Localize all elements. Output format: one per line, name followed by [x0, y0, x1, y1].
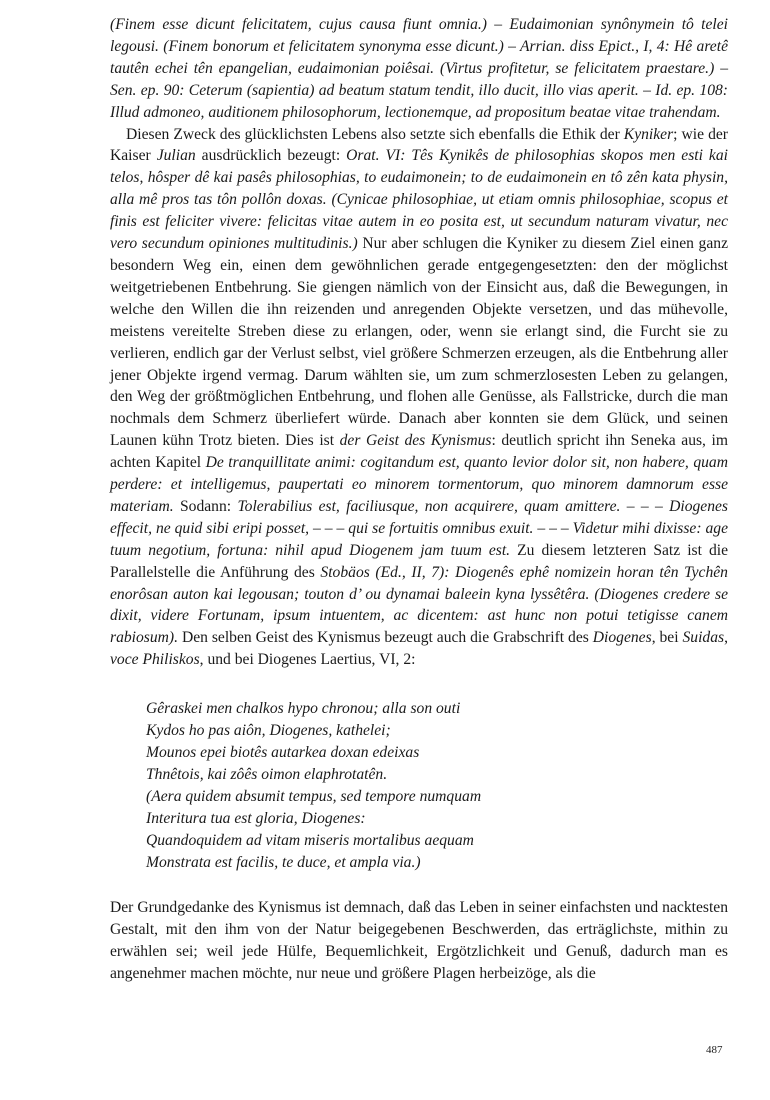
text-run: Diesen Zweck des glücklichsten Lebens also setzte sich ebenfalls die Ethik der	[126, 125, 624, 143]
text-run: Den selben Geist des Kynismus bezeugt auch die Grabschrift des	[178, 629, 593, 647]
text-run: Nur aber schlugen die Kyniker zu diesem Ziel einen ganz besondern Weg ein, einen dem gewöhnlichen gerade entgegengesetzten: den der möglichst weitgetriebenen Entbehrung. Sie giengen nämlich von der Einsicht aus, daß die Bewegungen, in welche den Willen die ihn reizenden und anregenden Objekte versetzen, und das mühevolle, meistens vereitelte Streben diese zu erlangen, oder, wenn sie erlangt sind, die Furcht sie zu verlieren, endlich gar der Verlust selbst, viel größere Schmerzen erzeugen, als die Entbehrung aller jener Objekte irgend vermag. Darum wählten sie, um zum schmerzlosesten Leben zu gelangen, den Weg der größtmöglichen Entbehrung, und flohen alle Genüsse, als Fallstricke, durch die man nochmals dem Schmerz überliefert würde. Danach aber konnten sie dem Glück, und seinen Launen kühn Trotz bieten. Dies ist	[110, 235, 728, 450]
italic-run: voce Philiskos	[110, 651, 200, 669]
text-run: , bei	[651, 629, 683, 647]
italic-run: De tranquillitate animi: cogitandum est, quanto levior dolor sit, non habere, quam perdere: et intelligemus, paupertati eo minorem tormentorum, quo minorem damnorum esse materiam.	[110, 454, 728, 515]
verse-line: Mounos epei biotês autarkea doxan edeixas	[146, 744, 420, 761]
text-run: Der Grundgedanke des Kynismus ist demnach, daß das Leben in seiner einfachsten und nacktesten Gestalt, mit den ihm von der Natur beigegebenen Beschwerden, das erträglichste, mithin zu erwählen sei; weil jede Hülfe, Bequemlichkeit, Ergötzlichkeit und Genuß, dadurch man es angenehmer machen möchte, nur neue und größere Plagen herbeizöge, als die	[110, 899, 728, 983]
italic-run: Diogenes	[592, 629, 652, 647]
continuation-paragraph	[110, 14, 728, 124]
italic-run: Tolerabilius est, faciliusque, non acquirere, quam amittere. – – – Diogenes effecit, ne quid sibi eripi posset, – – – qui se fortuitis omnibus exuit. – – – Videtur mihi dixisse: age tuum negotium, fortuna: nihil apud Diogenem jam tuum est.	[110, 497, 728, 559]
verse-line: Interitura tua est gloria, Diogenes:	[146, 809, 366, 827]
text-run: ausdrücklich bezeugt:	[195, 147, 347, 165]
text-run: , und bei Diogenes Laertius, VI, 2:	[199, 651, 416, 669]
italic-run: Julian	[156, 147, 196, 165]
verse-line: Kydos ho pas aiôn, Diogenes, kathelei;	[146, 722, 391, 740]
italic-run: Kyniker	[623, 125, 674, 143]
page-body	[110, 14, 728, 985]
italic-run: (Finem esse dicunt felicitatem, cujus causa fiunt omnia.) – Eudaimonian synônymein tô telei legousi. (Finem bonorum et felicitatem synonyma esse dicunt.) – Arrian. diss Epict., I, 4: Hê aretê tautên echei tên epangelian, eudaimonian poiêsai. (Virtus profitetur, se felicitatem praestare.) – Sen. ep. 90: Ceterum (sapientia) ad beatum statum tendit, illo ducit, illo vias aperit. – Id. ep. 108: Illud admoneo, auditionem philosophorum, lectionemque, ad propositum beatae vitae trahendam.	[110, 16, 728, 121]
text-run: ; wie der Kaiser	[110, 125, 728, 165]
italic-run: Stobäos (Ed., II, 7): Diogenês ephê nomizein horan tên Tychên enorôsan auton kai legousan; touton d’ ou dynamai baleein kyna lyssêtêra. (Diogenes credere se dixit, videre Fortunam, ipsum intuentem, ac dicentem: ast hunc non potui tetigisse canem rabiosum).	[110, 563, 728, 647]
epitaph-verse	[146, 698, 728, 873]
verse-line: Monstrata est facilis, te duce, et ampla via.)	[146, 853, 421, 871]
page-number: 487	[706, 1044, 723, 1056]
body-paragraph-kyniker	[110, 124, 728, 672]
text-run: Sodann:	[173, 497, 238, 515]
verse-line: Quandoquidem ad vitam miseris mortalibus aequam	[146, 831, 474, 849]
body-paragraph-grundgedanke	[110, 897, 728, 985]
italic-run: der Geist des Kynismus	[339, 432, 492, 450]
verse-line: Gêraskei men chalkos hypo chronou; alla son outi	[146, 700, 461, 718]
verse-line: (Aera quidem absumit tempus, sed tempore numquam	[146, 787, 482, 805]
text-run: ,	[724, 629, 728, 647]
verse-line: Thnêtois, kai zôês oimon elaphrotatên.	[146, 765, 388, 783]
italic-run: Suidas	[682, 629, 725, 647]
text-run: : deutlich spricht ihn Seneka aus, im achten Kapitel	[110, 432, 728, 472]
italic-run: Orat. VI: Tês Kynikês de philosophias skopos men esti kai telos, hôsper dê kai pasês philosophias, to eudaimonein; to de eudaimonein en tô zên kata physin, alla mê pros tas tôn pollôn doxas. (Cynicae philosophiae, ut etiam omnis philosophiae, scopus et finis est feliciter vivere: felicitas vitae autem in eo posita est, ut secundum naturam vivatur, nec vero secundum opiniones multitudinis.)	[110, 147, 728, 253]
text-run: Zu diesem letzteren Satz ist die Parallelstelle die Anführung des	[110, 541, 729, 581]
